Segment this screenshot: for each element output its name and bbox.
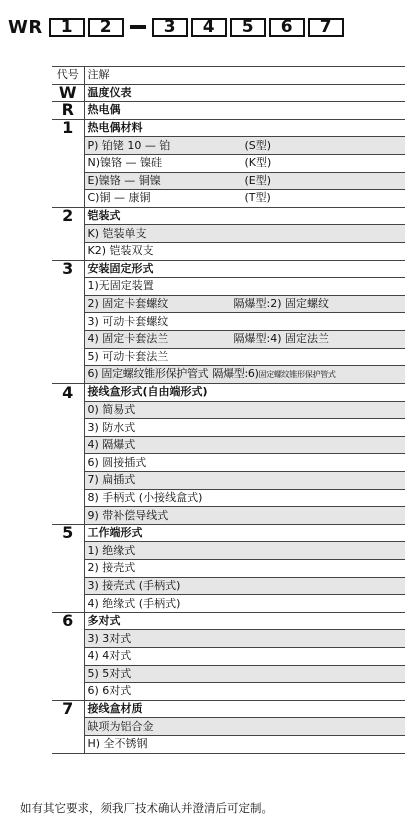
option-row [52,348,405,366]
option-note-detail: 固定螺纹锥形保护管式 [258,370,336,380]
option-row [52,137,405,155]
option-label: 4) 绝缘式 (手柄式) [87,596,181,610]
option-row [52,295,405,313]
row-desc [84,137,405,155]
option-row [52,665,405,683]
row-code [52,172,84,190]
row-code [52,313,84,331]
row-desc [84,172,405,190]
section-row [52,102,405,120]
option-label: 3) 3对式 [87,631,132,645]
option-row [52,172,405,190]
row-desc: 接线盒形式(自由端形式) [84,384,405,402]
row-code: 7 [52,700,84,718]
model-box-7: 7 [308,18,344,37]
option-label: 3) 防水式 [87,420,136,434]
section-row [52,700,405,718]
option-row [52,648,405,666]
option-label: K) 铠装单支 [87,226,147,240]
row-code [52,472,84,490]
option-label: 6) 6对式 [87,684,132,698]
row-code [52,419,84,437]
row-desc [84,648,405,666]
option-row [52,595,405,613]
option-row [52,560,405,578]
option-label: 8) 手柄式 (小接线盒式) [87,490,203,504]
header-desc: 注解 [84,67,405,85]
row-code: 5 [52,524,84,542]
row-desc [84,489,405,507]
option-row [52,683,405,701]
option-row [52,190,405,208]
option-note: (K型) [244,156,272,170]
row-code [52,665,84,683]
option-label: N)镍铬 — 镍硅 [87,156,163,170]
option-label: 5) 5对式 [87,666,132,680]
model-code [8,16,347,38]
row-desc [84,330,405,348]
row-code [52,366,84,384]
option-row [52,401,405,419]
option-row [52,489,405,507]
row-code: W [52,84,84,102]
row-desc [84,313,405,331]
row-code [52,295,84,313]
model-box-3: 3 [152,18,188,37]
row-desc [84,242,405,260]
row-desc [84,295,405,313]
option-row [52,577,405,595]
option-row [52,454,405,472]
row-desc [84,154,405,172]
row-desc [84,190,405,208]
row-code [52,648,84,666]
row-code [52,560,84,578]
option-row [52,542,405,560]
option-note: (T型) [244,191,271,205]
footer-note: 如有其它要求，须我厂技术确认并澄清后可定制。 [20,801,273,815]
row-code: 6 [52,612,84,630]
row-desc: 热电偶 [84,102,405,120]
option-row [52,472,405,490]
option-note: 隔爆型:4) 固定法兰 [233,332,329,346]
option-label: H) 全不锈钢 [87,737,148,751]
row-code [52,718,84,736]
option-label: 3) 接壳式 (手柄式) [87,578,181,592]
option-label: 缺项为铝合金 [87,719,154,733]
row-code [52,507,84,525]
option-row [52,225,405,243]
option-row [52,313,405,331]
spec-table [52,66,405,754]
option-label: 4) 隔爆式 [87,438,136,452]
row-desc: 温度仪表 [84,84,405,102]
row-desc [84,665,405,683]
row-desc [84,595,405,613]
section-row [52,119,405,137]
row-code [52,436,84,454]
option-row [52,419,405,437]
row-code [52,454,84,472]
row-code [52,278,84,296]
row-code: 3 [52,260,84,278]
section-row [52,84,405,102]
row-code [52,190,84,208]
row-desc: 多对式 [84,612,405,630]
row-desc [84,401,405,419]
option-row [52,630,405,648]
row-desc [84,225,405,243]
row-desc [84,472,405,490]
row-desc [84,683,405,701]
option-label: 6) 圆接插式 [87,455,147,469]
option-row [52,154,405,172]
option-label: 6) 固定螺纹锥形保护管式 [87,367,209,381]
option-row [52,735,405,753]
option-row [52,366,405,384]
option-note: (E型) [244,173,272,187]
option-note: (S型) [244,138,272,152]
option-row [52,330,405,348]
row-code [52,630,84,648]
row-code [52,683,84,701]
row-code [52,330,84,348]
row-code [52,137,84,155]
row-desc: 热电偶材料 [84,119,405,137]
model-prefix: WR [8,16,43,38]
row-code [52,348,84,366]
row-desc [84,718,405,736]
header-code: 代号 [52,67,84,85]
option-label: 4) 固定卡套法兰 [87,332,169,346]
option-label: 2) 固定卡套螺纹 [87,297,169,311]
row-desc [84,735,405,753]
row-code: 4 [52,384,84,402]
table-header-row [52,67,405,85]
row-desc [84,436,405,454]
option-label: 7) 扁插式 [87,473,136,487]
row-desc: 铠装式 [84,207,405,225]
option-row [52,242,405,260]
row-desc: 接线盒材质 [84,700,405,718]
option-row [52,436,405,454]
model-box-5: 5 [230,18,266,37]
row-code [52,401,84,419]
option-label: 3) 可动卡套螺纹 [87,314,169,328]
row-desc: 安装固定形式 [84,260,405,278]
option-label: 1) 绝缘式 [87,543,136,557]
row-code [52,595,84,613]
option-label: P) 铂铑 10 — 铂 [87,138,171,152]
option-label: 2) 接壳式 [87,561,136,575]
section-row [52,207,405,225]
row-desc [84,366,405,384]
option-label: 5) 可动卡套法兰 [87,349,169,363]
section-row [52,524,405,542]
model-box-1: 1 [49,18,85,37]
section-row [52,612,405,630]
row-code [52,735,84,753]
row-desc [84,348,405,366]
row-desc [84,507,405,525]
row-code [52,225,84,243]
section-row [52,260,405,278]
row-desc: 工作端形式 [84,524,405,542]
row-code: 1 [52,119,84,137]
option-label: C)铜 — 康铜 [87,191,151,205]
row-desc [84,278,405,296]
row-code: 2 [52,207,84,225]
model-dash [130,25,146,29]
row-code [52,242,84,260]
row-code [52,542,84,560]
option-row [52,718,405,736]
row-code [52,154,84,172]
row-desc [84,560,405,578]
model-box-4: 4 [191,18,227,37]
option-label: 1)无固定装置 [87,279,154,293]
option-note: 隔爆型:6) [212,367,259,381]
model-box-2: 2 [88,18,124,37]
option-note: 隔爆型:2) 固定螺纹 [233,297,329,311]
option-label: 0) 简易式 [87,402,136,416]
row-code [52,489,84,507]
option-label: 4) 4对式 [87,649,132,663]
option-label: K2) 铠装双支 [87,244,154,258]
option-label: E)镍铬 — 铜镍 [87,173,161,187]
row-desc [84,630,405,648]
option-row [52,278,405,296]
option-row [52,507,405,525]
model-box-6: 6 [269,18,305,37]
row-code: R [52,102,84,120]
row-desc [84,577,405,595]
row-code [52,577,84,595]
row-desc [84,454,405,472]
row-desc [84,542,405,560]
section-row [52,384,405,402]
option-label: 9) 带补偿导线式 [87,508,169,522]
row-desc [84,419,405,437]
